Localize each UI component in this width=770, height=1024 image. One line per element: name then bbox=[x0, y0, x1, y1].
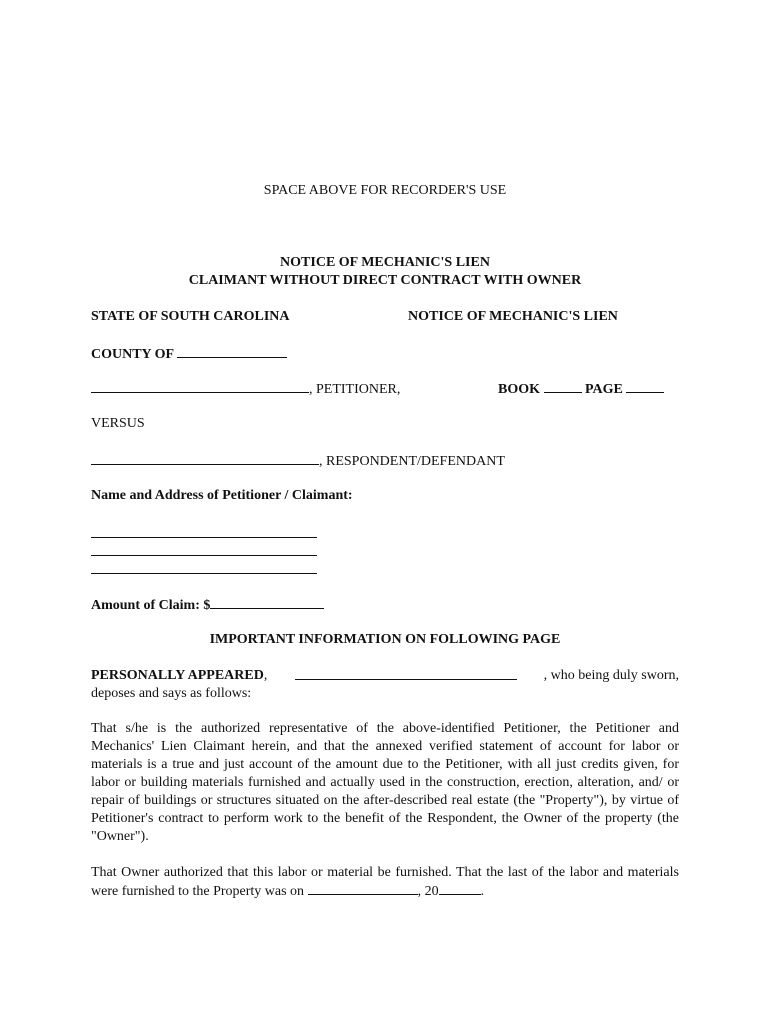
respondent-label: , RESPONDENT/DEFENDANT bbox=[319, 454, 505, 469]
paragraph-2 bbox=[91, 864, 679, 901]
paragraph-2-text: That Owner authorized that this labor or material be furnished. That the last of the labor and materials were furnished to the Property was on bbox=[91, 865, 679, 899]
document-title-line2: CLAIMANT WITHOUT DIRECT CONTRACT WITH OWNER bbox=[188, 273, 582, 288]
furnished-date-blank[interactable] bbox=[308, 882, 418, 895]
petitioner-address-label: Name and Address of Petitioner / Claimant: bbox=[91, 488, 353, 503]
county-label: COUNTY OF bbox=[91, 347, 174, 362]
versus-label: VERSUS bbox=[91, 416, 145, 431]
deposes-text: deposes and says as follows: bbox=[91, 686, 252, 701]
paragraph-1: That s/he is the authorized representative of the above-identified Petitioner, the Petitioner and Mechanics' Lien Claimant herein, and that the annexed verified statement of account for labor or materials is a true and just account of the amount due to the Petitioner, with all just credits given, for labor or building materials furnished and actually used in the construction, erection, alteration, and/ or repair of buildings or structures situated on the after-described real estate (the "Property"), by virtue of Petitioner's contract to perform work to the benefit of the Respondent, the Owner of the property (the "Owner"). bbox=[91, 721, 679, 844]
amount-blank[interactable] bbox=[210, 596, 324, 609]
amount-label: Amount of Claim: $ bbox=[91, 598, 211, 613]
book-blank[interactable] bbox=[544, 380, 582, 393]
year-blank[interactable] bbox=[439, 882, 481, 895]
amount-row bbox=[91, 596, 324, 614]
address-line-2[interactable] bbox=[91, 555, 317, 556]
year-prefix: , 20 bbox=[417, 884, 439, 899]
state-label: STATE OF SOUTH CAROLINA bbox=[91, 309, 290, 324]
page-blank[interactable] bbox=[626, 380, 664, 393]
petitioner-row bbox=[91, 380, 400, 398]
petitioner-label: , PETITIONER, bbox=[309, 382, 401, 397]
respondent-blank[interactable] bbox=[91, 452, 319, 465]
book-page-row bbox=[498, 380, 664, 398]
important-info-heading: IMPORTANT INFORMATION ON FOLLOWING PAGE bbox=[209, 632, 561, 647]
book-label: BOOK bbox=[498, 382, 541, 397]
personally-appeared-paragraph bbox=[91, 667, 679, 703]
appeared-line: PERSONALLY APPEARED, , who being duly sworn, bbox=[91, 668, 679, 683]
affiant-name-blank[interactable] bbox=[295, 667, 517, 680]
document-title-line1: NOTICE OF MECHANIC'S LIEN bbox=[280, 255, 490, 270]
respondent-row bbox=[91, 452, 505, 470]
right-notice-label: NOTICE OF MECHANIC'S LIEN bbox=[408, 309, 618, 324]
address-line-3[interactable] bbox=[91, 573, 317, 574]
paragraph-2-end: . bbox=[480, 884, 485, 899]
address-line-1[interactable] bbox=[91, 537, 317, 538]
page-label: PAGE bbox=[585, 382, 623, 397]
petitioner-blank[interactable] bbox=[91, 380, 309, 393]
recorder-use-label: SPACE ABOVE FOR RECORDER'S USE bbox=[263, 183, 507, 198]
county-row bbox=[91, 345, 287, 363]
who-sworn-text: , who being duly sworn, bbox=[543, 668, 679, 683]
county-blank[interactable] bbox=[177, 345, 287, 358]
personally-appeared-label: PERSONALLY APPEARED bbox=[91, 668, 264, 683]
